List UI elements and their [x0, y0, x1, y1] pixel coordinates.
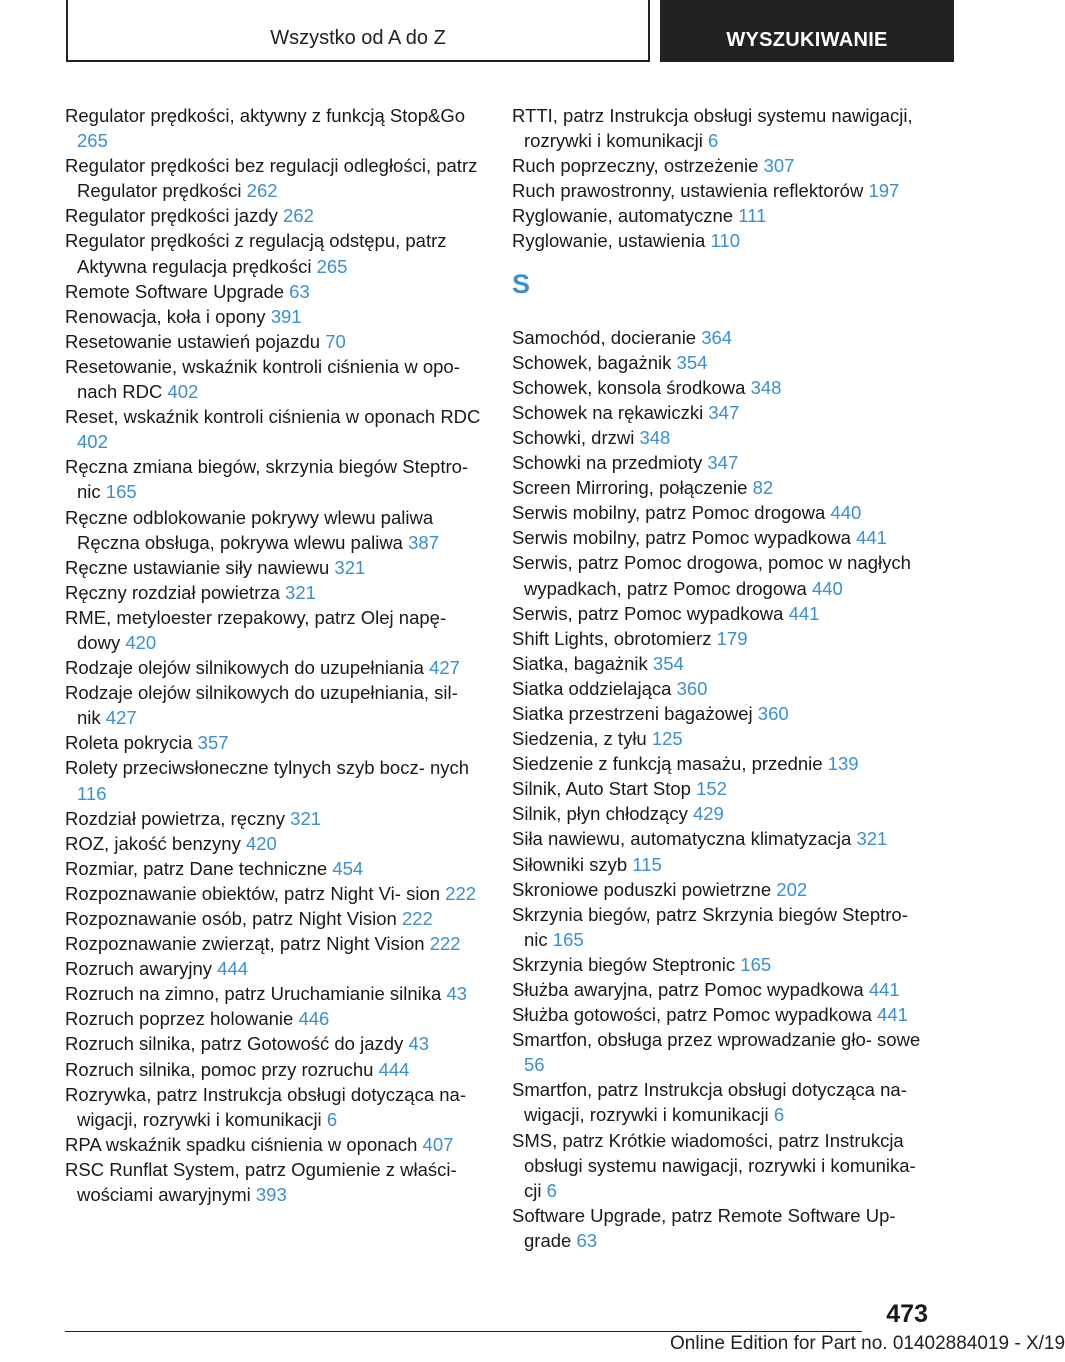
index-entry-page-link[interactable]: 165: [105, 481, 137, 503]
index-entry-page-link[interactable]: 139: [827, 753, 859, 775]
index-group-r: [512, 103, 932, 254]
index-entry-page-link[interactable]: 202: [776, 878, 808, 900]
index-entry-text: Rolety przeciwsłoneczne tylnych szyb bocz‐ nych: [65, 757, 470, 779]
index-entry-page-link[interactable]: 321: [334, 556, 366, 578]
index-entry-text: Resetowanie, wskaźnik kontroli ciśnienia w opo‐ nach RDC: [65, 355, 460, 403]
index-entry-text: Ruch prawostronny, ustawienia reflektorów: [512, 180, 864, 202]
index-entry-text: Ryglowanie, automatyczne: [512, 205, 734, 227]
index-entry: [512, 500, 932, 525]
index-entry-text: Skroniowe poduszki powietrzne: [512, 878, 772, 900]
index-entry: [512, 450, 932, 475]
index-entry: [65, 103, 485, 153]
index-entry: [512, 475, 932, 500]
index-entry-page-link[interactable]: 6: [708, 130, 719, 152]
index-entry: [65, 1057, 485, 1082]
index-entry: [65, 454, 485, 504]
index-entry-page-link[interactable]: 441: [868, 979, 900, 1000]
index-entry-page-link[interactable]: 354: [676, 351, 708, 373]
index-entry: [65, 1031, 485, 1056]
index-column-right: [512, 103, 932, 1253]
header-section-label: Wszystko od A do Z: [270, 27, 446, 49]
index-entry: [512, 776, 932, 801]
index-entry: [65, 605, 485, 655]
index-entry-text: Rozruch awaryjny: [65, 958, 213, 980]
index-entry-text: Serwis, patrz Pomoc wypadkowa: [512, 602, 784, 624]
index-entry-text: Regulator prędkości jazdy: [65, 205, 278, 227]
index-entry-text: Służba gotowości, patrz Pomoc wypadkowa: [512, 1004, 872, 1026]
index-entry-page-link[interactable]: 63: [576, 1229, 598, 1251]
index-entry: [65, 354, 485, 404]
index-entry: [512, 902, 932, 952]
index-entry-page-link[interactable]: 360: [676, 677, 708, 699]
index-entry-text: RSC Runflat System, patrz Ogumienie z właści‐ wościami awaryjnymi: [65, 1158, 457, 1206]
index-entry-page-link[interactable]: 222: [445, 882, 477, 904]
index-entry-text: RME, metyloester rzepakowy, patrz Olej napę‐ dowy: [65, 606, 447, 653]
index-entry: [65, 831, 485, 856]
index-entry-page-link[interactable]: 360: [757, 702, 789, 724]
index-entry: [65, 304, 485, 329]
index-entry-page-link[interactable]: 262: [283, 205, 314, 227]
index-entry-page-link[interactable]: 321: [290, 807, 322, 829]
index-entry-page-link[interactable]: 444: [217, 958, 249, 980]
index-entry-text: Schowek, bagażnik: [512, 351, 672, 373]
index-entry-page-link[interactable]: 63: [289, 280, 310, 302]
index-entry-text: Serwis mobilny, patrz Pomoc drogowa: [512, 502, 826, 524]
index-entry-text: RPA wskaźnik spadku ciśnienia w oponach: [65, 1133, 418, 1155]
index-entry-page-link[interactable]: 43: [446, 983, 468, 1005]
index-entry-text: Rodzaje olejów silnikowych do uzupełniania, sil‐ nik: [65, 682, 458, 729]
index-entry-page-link[interactable]: 440: [811, 577, 843, 599]
index-entry: [65, 1006, 485, 1031]
index-entry-page-link[interactable]: 420: [125, 631, 157, 653]
index-entry: [512, 375, 932, 400]
index-entry: [65, 279, 485, 304]
index-entry-text: Smartfon, obsługa przez wprowadzanie gło‐ sowe: [512, 1029, 921, 1051]
index-entry-page-link[interactable]: 321: [285, 581, 316, 603]
index-entry-text: Rozpoznawanie zwierząt, patrz Night Vision: [65, 933, 425, 955]
index-entry-text: Software Upgrade, patrz Remote Software Up‐ grade: [512, 1204, 896, 1251]
index-entry-text: Rozruch na zimno, patrz Uruchamianie silnika: [65, 983, 442, 1005]
index-entry: [512, 425, 932, 450]
index-entry-page-link[interactable]: 348: [639, 426, 671, 448]
index-entry-text: Serwis, patrz Pomoc drogowa, pomoc w nagłych wypadkach, patrz Pomoc drogowa: [512, 552, 911, 599]
index-entry: [512, 1002, 932, 1027]
index-entry: [512, 826, 932, 851]
index-entry: [512, 676, 932, 701]
index-entry-page-link[interactable]: 165: [552, 928, 584, 950]
index-entry-page-link[interactable]: 165: [740, 953, 772, 975]
index-entry: [65, 755, 485, 805]
index-entry: [512, 550, 932, 600]
index-entry-text: Ręczna zmiana biegów, skrzynia biegów Steptro‐ nic: [65, 456, 469, 503]
index-entry-text: Ryglowanie, ustawienia: [512, 230, 706, 252]
index-entry-page-link[interactable]: 110: [710, 230, 740, 252]
index-entry-text: RTTI, patrz Instrukcja obsługi systemu nawigacji, rozrywki i komunikacji: [512, 105, 913, 152]
index-entry: [65, 881, 485, 906]
index-entry-text: Rozruch silnika, pomoc przy rozruchu: [65, 1058, 374, 1080]
index-entry-text: Samochód, docieranie: [512, 326, 697, 348]
index-entry: [65, 931, 485, 956]
index-entry: [512, 1077, 932, 1127]
index-entry: [512, 1203, 932, 1253]
index-entry-text: Ręczny rozdział powietrza: [65, 581, 280, 603]
index-entry: [65, 329, 485, 354]
index-entry-page-link[interactable]: 116: [77, 782, 107, 804]
index-entry-text: Siatka, bagażnik: [512, 652, 648, 674]
index-entry-text: Schowek, konsola środkowa: [512, 376, 746, 398]
index-entry-text: Rozrywka, patrz Instrukcja obsługi dotycząca na‐ wigacji, rozrywki i komunikacji: [65, 1083, 467, 1130]
index-entry: [512, 626, 932, 651]
index-entry-text: Remote Software Upgrade: [65, 280, 285, 302]
index-entry-page-link[interactable]: 393: [255, 1184, 287, 1206]
index-entry-page-link[interactable]: 357: [197, 732, 229, 754]
header-search-tab[interactable]: [660, 0, 954, 62]
index-entry-text: SMS, patrz Krótkie wiadomości, patrz Instrukcja obsługi systemu nawigacji, rozrywki i komunika‐ cji: [512, 1129, 916, 1201]
index-entry-text: Ręczne ustawianie siły nawiewu: [65, 556, 330, 578]
index-entry: [65, 580, 485, 605]
index-entry-text: Schowek na rękawiczki: [512, 401, 704, 423]
index-entry: [65, 981, 485, 1006]
index-entry-page-link[interactable]: 152: [696, 778, 727, 800]
index-entry-page-link[interactable]: 82: [752, 477, 774, 499]
index-entry-text: Schowki na przedmioty: [512, 452, 703, 474]
index-entry: [512, 1027, 932, 1077]
index-entry: [512, 801, 932, 826]
index-entry-page-link[interactable]: 454: [332, 857, 364, 879]
index-entry: [65, 856, 485, 881]
index-entry: [512, 103, 932, 153]
index-entry-text: Rozmiar, patrz Dane techniczne: [65, 857, 328, 879]
page-number: 473: [886, 1300, 928, 1328]
index-entry: [512, 228, 932, 253]
index-entry-text: Rozdział powietrza, ręczny: [65, 807, 286, 829]
index-entry-page-link[interactable]: 6: [326, 1108, 338, 1130]
index-entry-text: Ręczne odblokowanie pokrywy wlewu paliwa Ręczna obsługa, pokrywa wlewu paliwa: [65, 506, 434, 553]
index-entry: [512, 726, 932, 751]
index-entry: [65, 228, 485, 278]
index-entry-text: Schowki, drzwi: [512, 426, 635, 448]
index-entry-page-link[interactable]: 347: [708, 401, 740, 423]
index-entry: [512, 1128, 932, 1203]
index-entry-page-link[interactable]: 70: [325, 330, 346, 352]
index-entry: [65, 806, 485, 831]
index-entry-page-link[interactable]: 441: [788, 602, 820, 624]
index-entry: [512, 877, 932, 902]
index-entry-page-link[interactable]: 387: [408, 531, 439, 553]
index-entry-text: Siedzenie z funkcją masażu, przednie: [512, 753, 823, 775]
index-entry-page-link[interactable]: 407: [422, 1133, 454, 1155]
index-entry-text: Silnik, Auto Start Stop: [512, 778, 691, 800]
index-entry-page-link[interactable]: 265: [316, 255, 348, 277]
index-entry-page-link[interactable]: 56: [524, 1054, 545, 1076]
index-entry: [65, 404, 485, 454]
index-column-left: [65, 103, 485, 1207]
index-entry-page-link[interactable]: 402: [167, 381, 199, 403]
index-entry-page-link[interactable]: 307: [763, 155, 795, 177]
index-entry: [512, 203, 932, 228]
index-entry-page-link[interactable]: 43: [408, 1033, 430, 1055]
index-entry-page-link[interactable]: 222: [429, 933, 461, 955]
index-entry-text: Silnik, płyn chłodzący: [512, 803, 688, 825]
section-letter-s: S: [512, 268, 531, 299]
header-section-tab[interactable]: [66, 0, 650, 62]
index-entry-page-link[interactable]: 427: [429, 657, 460, 679]
index-entry: [65, 680, 485, 730]
index-entry-page-link[interactable]: 427: [105, 707, 137, 729]
index-entry: [65, 1157, 485, 1207]
index-entry-text: Siłowniki szyb: [512, 853, 628, 875]
index-entry-page-link[interactable]: 125: [651, 728, 683, 750]
index-entry-text: Siła nawiewu, automatyczna klimatyzacja: [512, 828, 852, 850]
index-entry-page-link[interactable]: 441: [877, 1004, 908, 1026]
index-entry-text: Skrzynia biegów Steptronic: [512, 953, 736, 975]
index-entry: [512, 325, 932, 350]
index-entry-page-link[interactable]: 347: [707, 452, 739, 474]
index-entry-text: Skrzynia biegów, patrz Skrzynia biegów Steptro‐ nic: [512, 903, 908, 950]
index-entry-text: Screen Mirroring, połączenie: [512, 477, 748, 499]
index-entry: [65, 906, 485, 931]
index-entry-text: Rozruch poprzez holowanie: [65, 1008, 294, 1030]
index-entry-text: Służba awaryjna, patrz Pomoc wypadkowa: [512, 979, 864, 1000]
index-entry-page-link[interactable]: 262: [246, 180, 278, 202]
index-entry: [65, 203, 485, 228]
footer-divider: [65, 1331, 862, 1332]
index-entry-text: Siatka przestrzeni bagażowej: [512, 702, 753, 724]
index-entry-page-link[interactable]: 197: [868, 180, 900, 202]
index-entry-text: ROZ, jakość benzyny: [65, 832, 241, 854]
index-entry: [65, 1082, 485, 1132]
index-entry-page-link[interactable]: 179: [716, 627, 748, 649]
index-entry: [512, 952, 932, 977]
index-entry: [512, 178, 932, 203]
index-entry-page-link[interactable]: 429: [692, 803, 724, 825]
index-entry: [512, 601, 932, 626]
index-entry-text: Serwis mobilny, patrz Pomoc wypadkowa: [512, 527, 851, 549]
index-entry: [512, 977, 932, 1002]
index-entry: [512, 751, 932, 776]
index-entry-page-link[interactable]: 440: [830, 502, 862, 524]
index-entry: [512, 400, 932, 425]
index-entry-text: Renowacja, koła i opony: [65, 305, 266, 327]
index-entry-text: Rozpoznawanie obiektów, patrz Night Vi‐ sion: [65, 882, 441, 904]
index-entry-text: Reset, wskaźnik kontroli ciśnienia w oponach RDC: [65, 406, 481, 428]
index-entry: [65, 555, 485, 580]
index-entry-text: Regulator prędkości z regulacją odstępu, patrz Aktywna regulacja prędkości: [65, 230, 447, 277]
index-entry-page-link[interactable]: 222: [401, 908, 433, 929]
index-entry-text: Siatka oddzielająca: [512, 677, 672, 699]
index-entry: [512, 525, 932, 550]
index-entry: [65, 730, 485, 755]
index-entry: [512, 350, 932, 375]
index-entry-page-link[interactable]: 354: [652, 652, 684, 674]
index-entry-text: Regulator prędkości bez regulacji odległości, patrz Regulator prędkości: [65, 155, 478, 202]
index-entry-text: Siedzenia, z tyłu: [512, 728, 647, 750]
index-entry-page-link[interactable]: 111: [738, 205, 767, 227]
index-entry: [65, 153, 485, 203]
index-entry: [65, 956, 485, 981]
index-entry-page-link[interactable]: 115: [632, 853, 662, 875]
index-entry-text: Rozruch silnika, patrz Gotowość do jazdy: [65, 1033, 404, 1055]
index-entry-text: Shift Lights, obrotomierz: [512, 627, 712, 649]
index-entry-text: Smartfon, patrz Instrukcja obsługi dotycząca na‐ wigacji, rozrywki i komunikacji: [512, 1079, 907, 1126]
index-entry-page-link[interactable]: 364: [701, 326, 733, 348]
index-entry-text: Rodzaje olejów silnikowych do uzupełniania: [65, 657, 424, 679]
index-entry-page-link[interactable]: 402: [77, 431, 108, 453]
index-entry: [512, 651, 932, 676]
index-entry-text: Resetowanie ustawień pojazdu: [65, 330, 321, 352]
index-entry-page-link[interactable]: 6: [546, 1179, 557, 1201]
footer-edition: Online Edition for Part no. 01402884019 - X/19: [670, 1333, 1065, 1354]
index-entry: [65, 655, 485, 680]
index-entry-page-link[interactable]: 444: [378, 1058, 410, 1080]
index-entry-page-link[interactable]: 6: [773, 1104, 785, 1126]
index-entry-page-link[interactable]: 420: [245, 832, 277, 854]
index-entry-text: Regulator prędkości, aktywny z funkcją Stop&Go: [65, 105, 465, 126]
index-entry-text: Ruch poprzeczny, ostrzeżenie: [512, 155, 759, 177]
index-entry-page-link[interactable]: 348: [750, 376, 782, 398]
index-entry: [512, 701, 932, 726]
index-entry: [512, 852, 932, 877]
index-entry: [65, 1132, 485, 1157]
index-group-s: [512, 325, 932, 1253]
header-search-label: WYSZUKIWANIE: [726, 29, 888, 51]
index-entry: [512, 153, 932, 178]
index-entry-page-link[interactable]: 391: [270, 305, 302, 327]
index-entry-page-link[interactable]: 441: [856, 527, 887, 549]
index-entry: [65, 505, 485, 555]
index-entry-page-link[interactable]: 446: [298, 1008, 330, 1030]
index-entry-text: Roleta pokrycia: [65, 732, 193, 754]
index-entry-text: Rozpoznawanie osób, patrz Night Vision: [65, 908, 397, 929]
index-entry-page-link[interactable]: 265: [77, 130, 108, 152]
index-entry-page-link[interactable]: 321: [856, 828, 888, 850]
